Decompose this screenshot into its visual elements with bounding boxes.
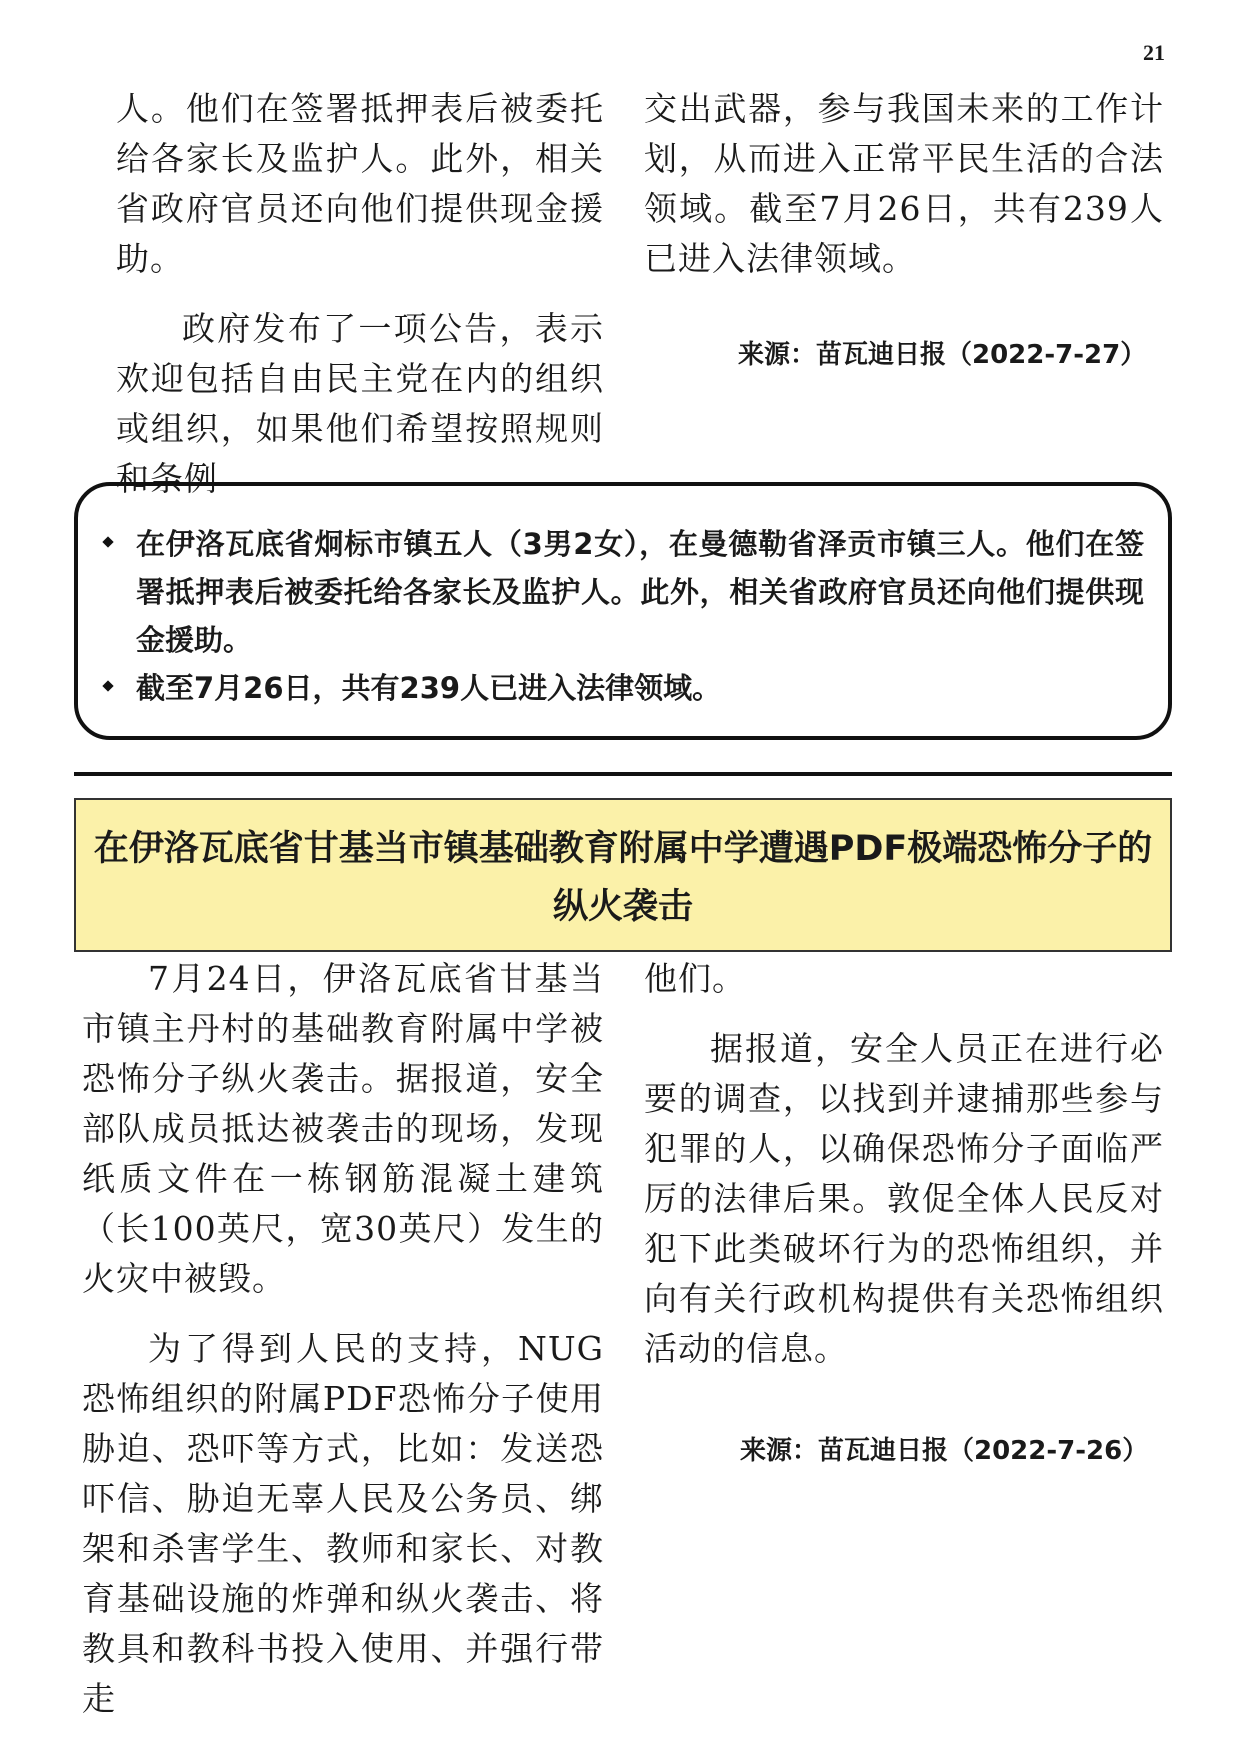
article-left-column [82, 954, 604, 1744]
section-divider [74, 772, 1172, 776]
summary-item-text: 在伊洛瓦底省炯标市镇五人（3男2女），在曼德勒省泽贡市镇三人。他们在签署抵押表后被委托给各家长及监护人。此外，相关省政府官员还向他们提供现金援助。 [136, 527, 1144, 657]
article-right-column [644, 954, 1164, 1394]
paragraph: 为了得到人民的支持，NUG恐怖组织的附属PDF恐怖分子使用胁迫、恐吓等方式，比如：发送恐吓信、胁迫无辜人民及公务员、绑架和杀害学生、教师和家长、对教育基础设施的炸弹和纵火袭击、将教具和教科书投入使用、并强行带走 [82, 1329, 604, 1718]
page-number: 21 [1143, 40, 1165, 65]
diamond-bullet-icon [102, 536, 113, 547]
top-right-column [644, 84, 1164, 304]
top-left-column [116, 84, 604, 524]
summary-list [96, 520, 1144, 712]
paragraph: 政府发布了一项公告，表示欢迎包括自由民主党在内的组织或组织，如果他们希望按照规则和条例 [116, 309, 604, 498]
paragraph: 据报道，安全人员正在进行必要的调查，以找到并逮捕那些参与犯罪的人，以确保恐怖分子面临严厉的法律后果。敦促全体人民反对犯下此类破坏行为的恐怖组织，并向有关行政机构提供有关恐怖组织活动的信息。 [644, 1029, 1164, 1368]
diamond-bullet-icon [102, 680, 113, 691]
paragraph: 他们。 [644, 959, 746, 998]
summary-box [74, 482, 1172, 740]
source-citation: 来源：苗瓦迪日报（2022-7-27） [738, 340, 1147, 370]
source-citation: 来源：苗瓦迪日报（2022-7-26） [740, 1436, 1149, 1466]
headline-box [74, 798, 1172, 952]
summary-item [96, 520, 1144, 664]
article-headline: 在伊洛瓦底省甘基当市镇基础教育附属中学遭遇PDF极端恐怖分子的纵火袭击 [93, 829, 1153, 927]
paragraph: 交出武器，参与我国未来的工作计划，从而进入正常平民生活的合法领域。截至7月26日，共有239人已进入法律领域。 [644, 89, 1164, 278]
summary-item [96, 664, 1144, 712]
summary-item-text: 截至7月26日，共有239人已进入法律领域。 [136, 671, 722, 705]
paragraph: 人。他们在签署抵押表后被委托给各家长及监护人。此外，相关省政府官员还向他们提供现金援助。 [116, 89, 604, 278]
paragraph: 7月24日，伊洛瓦底省甘基当市镇主丹村的基础教育附属中学被恐怖分子纵火袭击。据报道，安全部队成员抵达被袭击的现场，发现纸质文件在一栋钢筋混凝土建筑（长100英尺，宽30英尺）发生的火灾中被毁。 [82, 959, 604, 1298]
